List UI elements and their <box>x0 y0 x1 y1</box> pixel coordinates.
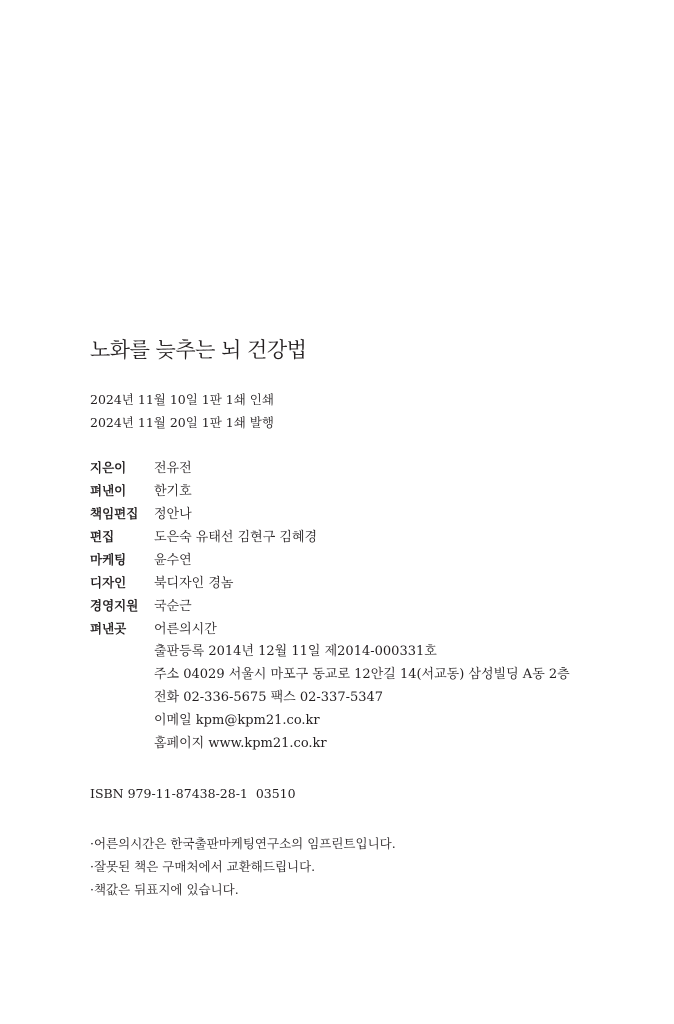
credit-label: 마케팅 <box>90 552 127 567</box>
credit-value: 윤수연 <box>154 553 192 568</box>
credit-value: 북디자인 경놈 <box>154 576 234 591</box>
print-info <box>90 388 274 434</box>
credit-label: 펴낸이 <box>90 483 127 498</box>
note-exchange: ·잘못된 책은 구매처에서 교환해드립니다. <box>90 859 316 874</box>
credit-value: 도은숙 유태선 김현구 김혜경 <box>154 530 318 545</box>
address-info: 주소 04029 서울시 마포구 동교로 12안길 14(서교동) 삼성빌딩 A동 2층 <box>154 667 570 682</box>
registration-info: 출판등록 2014년 12월 11일 제2014-000331호 <box>154 644 437 659</box>
credit-value: 정안나 <box>154 507 192 522</box>
credit-label: 펴낸곳 <box>90 621 127 636</box>
credit-row-chief-editor <box>90 502 570 525</box>
publish-date: 2024년 11월 20일 1판 1쇄 발행 <box>90 415 274 430</box>
credit-row-design <box>90 571 570 594</box>
note-price: ·책값은 뒤표지에 있습니다. <box>90 882 239 897</box>
print-date: 2024년 11월 10일 1판 1쇄 인쇄 <box>90 392 274 407</box>
credit-label: 경영지원 <box>90 598 139 613</box>
note-imprint: ·어른의시간은 한국출판마케팅연구소의 임프린트입니다. <box>90 836 396 851</box>
credit-row-imprint <box>90 617 570 640</box>
phone-fax-info: 전화 02-336-5675 팩스 02-337-5347 <box>154 690 384 705</box>
notes-list <box>90 832 396 901</box>
credits-list <box>90 456 570 755</box>
credit-label: 디자인 <box>90 575 127 590</box>
isbn: ISBN 979-11-87438-28-1 03510 <box>90 786 296 801</box>
credit-value: 국순근 <box>154 599 192 614</box>
credit-row-marketing <box>90 548 570 571</box>
credit-row-management <box>90 594 570 617</box>
credit-value: 한기호 <box>154 484 192 499</box>
credit-value: 어른의시간 <box>154 622 217 637</box>
credit-label: 편집 <box>90 529 115 544</box>
credit-row-publisher <box>90 479 570 502</box>
credit-label: 지은이 <box>90 460 127 475</box>
credit-label: 책임편집 <box>90 506 139 521</box>
credit-value: 전유전 <box>154 461 192 476</box>
book-title: 노화를 늦추는 뇌 건강법 <box>90 338 307 362</box>
homepage-info: 홈페이지 www.kpm21.co.kr <box>154 736 327 751</box>
email-info: 이메일 kpm@kpm21.co.kr <box>154 713 320 728</box>
credit-row-author <box>90 456 570 479</box>
credit-row-editing <box>90 525 570 548</box>
